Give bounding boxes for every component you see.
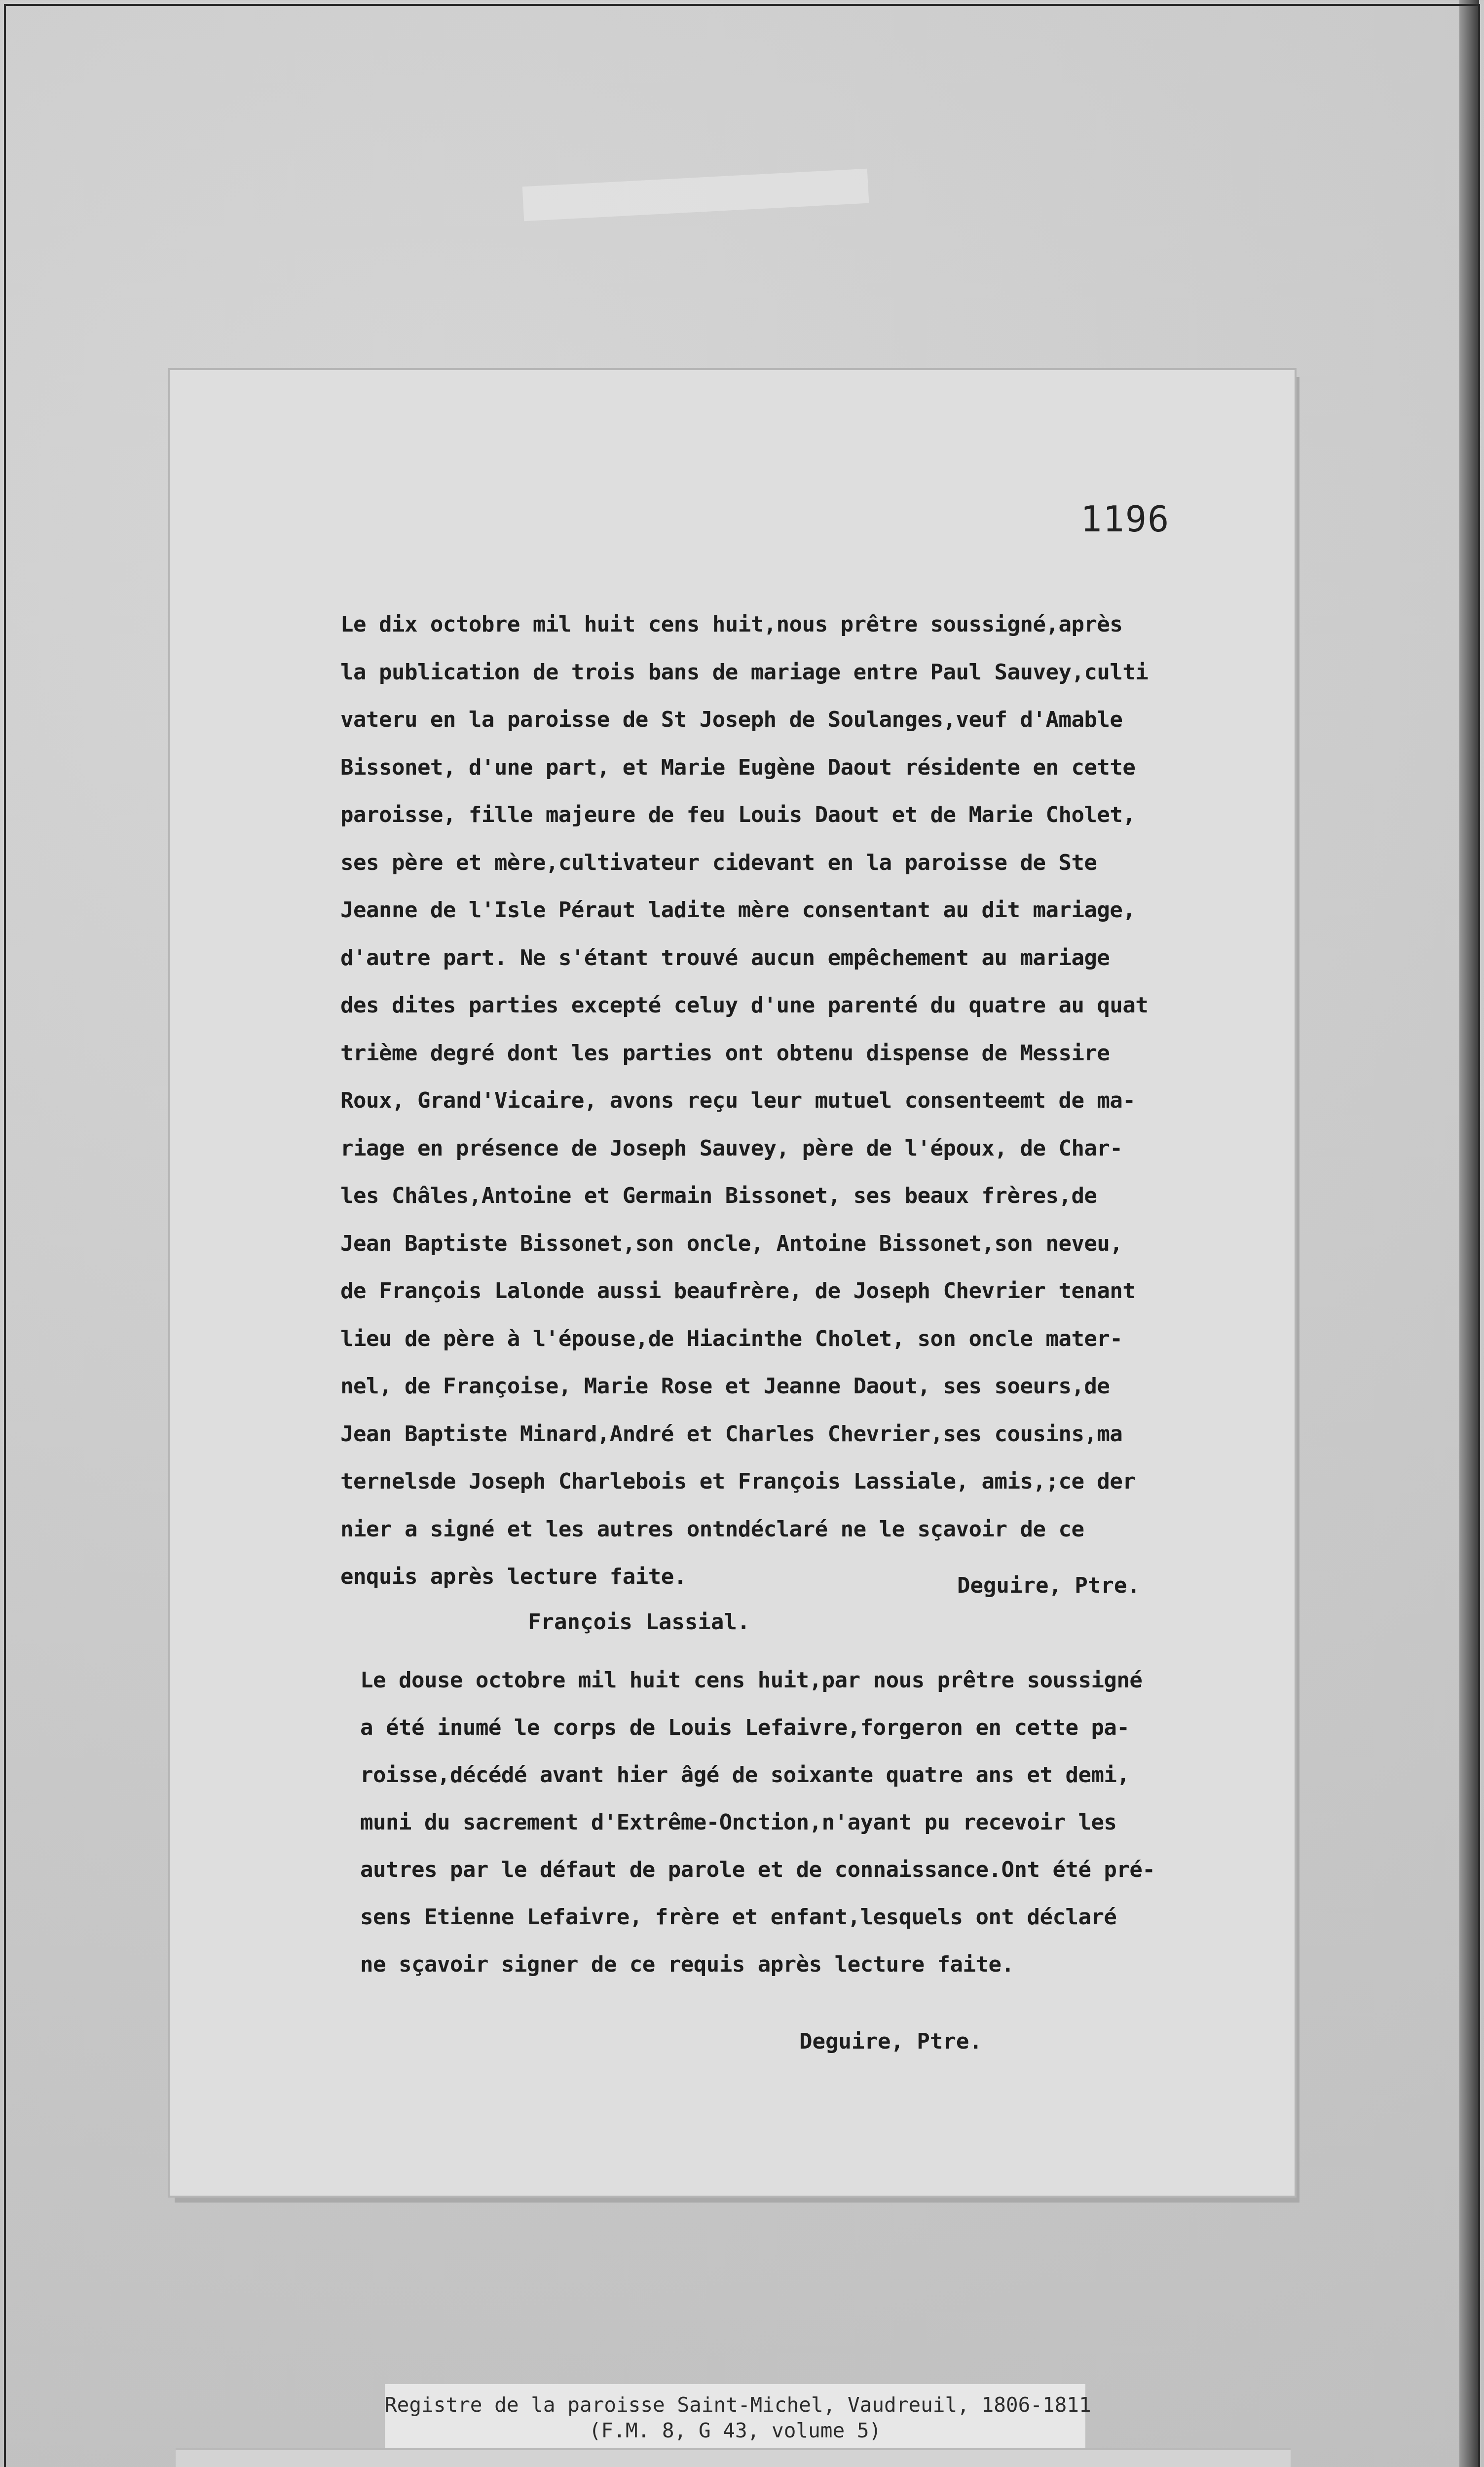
caption-label (385, 2384, 1091, 2448)
signature-priest-2: Deguire, Ptre. (799, 2029, 982, 2054)
record-1-line: trième degré dont les parties ont obtenu dispense de Messire (340, 1040, 1110, 1066)
record-1-line: enquis après lecture faite. (340, 1564, 687, 1589)
record-1-line: Roux, Grand'Vicaire, avons reçu leur mutuel consenteemt de ma- (340, 1088, 1136, 1113)
record-1-line: des dites parties excepté celuy d'une parenté du quatre au quat (340, 993, 1149, 1018)
record-1-line: ternelsde Joseph Charlebois et François Lassiale, amis,;ce der (340, 1469, 1136, 1494)
record-1-line: Le dix octobre mil huit cens huit,nous prêtre soussigné,après (340, 612, 1123, 637)
record-1-line: nier a signé et les autres ontndéclaré ne le sçavoir de ce (340, 1516, 1084, 1542)
archive-stamp (176, 2448, 1291, 2467)
record-1-line: Bissonet, d'une part, et Marie Eugène Daout résidente en cette (340, 754, 1136, 780)
record-1-line: les Châles,Antoine et Germain Bissonet, ses beaux frères,de (340, 1183, 1097, 1208)
record-1-line: paroisse, fille majeure de feu Louis Daout et de Marie Cholet, (340, 802, 1136, 827)
signature-priest-1: Deguire, Ptre. (957, 1573, 1140, 1598)
record-1-line: la publication de trois bans de mariage entre Paul Sauvey,culti (340, 659, 1149, 685)
page-number: 1196 (1080, 498, 1170, 540)
record-2-line: autres par le défaut de parole et de connaissance.Ont été pré- (360, 1857, 1155, 1882)
caption-title: Registre de la paroisse Saint-Michel, Vaudreuil, 1806-1811 (385, 2393, 1091, 2417)
record-1-line: d'autre part. Ne s'étant trouvé aucun empêchement au mariage (340, 945, 1110, 971)
record-1-line: lieu de père à l'épouse,de Hiacinthe Cholet, son oncle mater- (340, 1326, 1123, 1351)
record-1-line: Jeanne de l'Isle Péraut ladite mère consentant au dit mariage, (340, 897, 1136, 923)
record-1-line: nel, de Françoise, Marie Rose et Jeanne Daout, ses soeurs,de (340, 1374, 1110, 1399)
caption-reference: (F.M. 8, G 43, volume 5) (589, 2419, 882, 2442)
record-1-line: de François Lalonde aussi beaufrère, de Joseph Chevrier tenant (340, 1278, 1136, 1304)
record-2-line: muni du sacrement d'Extrême-Onction,n'ayant pu recevoir les (360, 1810, 1117, 1835)
scan-edge-shadow (1459, 0, 1479, 2467)
record-2-line: Le douse octobre mil huit cens huit,par nous prêtre soussigné (360, 1668, 1143, 1693)
record-2-line: sens Etienne Lefaivre, frère et enfant,lesquels ont déclaré (360, 1905, 1117, 1930)
record-1-line: vateru en la paroisse de St Joseph de Soulanges,veuf d'Amable (340, 707, 1123, 732)
record-1-line: riage en présence de Joseph Sauvey, père de l'époux, de Char- (340, 1135, 1123, 1161)
record-2-line: a été inumé le corps de Louis Lefaivre,forgeron en cette pa- (360, 1715, 1130, 1740)
record-2-line: ne sçavoir signer de ce requis après lecture faite. (360, 1952, 1014, 1977)
record-1-line: ses père et mère,cultivateur cidevant en la paroisse de Ste (340, 850, 1097, 875)
record-2-line: roisse,décédé avant hier âgé de soixante quatre ans et demi, (360, 1762, 1130, 1788)
record-1-line: Jean Baptiste Minard,André et Charles Chevrier,ses cousins,ma (340, 1421, 1123, 1447)
tape-mark (522, 169, 869, 222)
signature-witness: François Lassial. (528, 1609, 750, 1635)
record-1-line: Jean Baptiste Bissonet,son oncle, Antoine Bissonet,son neveu, (340, 1231, 1123, 1256)
